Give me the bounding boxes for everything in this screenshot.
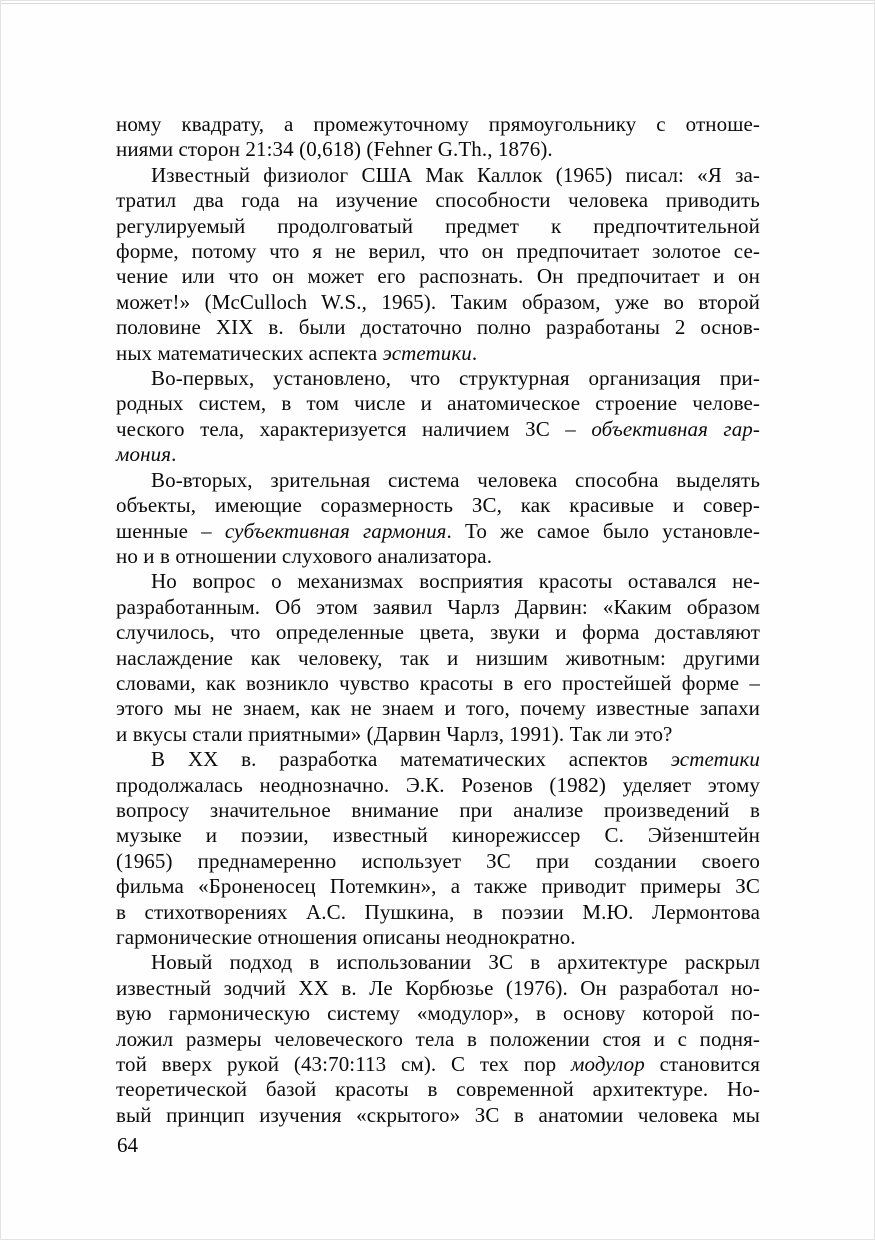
text-line	[116, 341, 760, 366]
text-line	[116, 773, 760, 798]
text-line	[116, 696, 760, 721]
text-segment: становится	[644, 1052, 761, 1077]
text-segment: В ХХ в. разработка математических аспектов	[151, 747, 671, 772]
text-segment: теоретической базой красоты в современной архитектуре. Но-	[116, 1077, 760, 1102]
text-segment: словами, как возникло чувство красоты в его простейшей форме –	[116, 670, 760, 695]
text-line	[116, 468, 760, 493]
text-line	[116, 900, 760, 925]
text-segment: Во-первых, установлено, что структурная организация при-	[151, 366, 760, 391]
page-number: 64	[117, 1133, 138, 1157]
text-line	[116, 442, 760, 467]
text-segment: этого мы не знаем, как не знаем и того, почему известные запахи	[116, 696, 760, 721]
text-segment: Известный физиолог США Мак Каллок (1965) писал: «Я за-	[151, 162, 760, 187]
text-line	[116, 722, 760, 747]
text-segment: объекты, имеющие соразмерность ЗС, как красивые и совер-	[116, 493, 760, 518]
text-segment: может!» (McCulloch W.S., 1965). Таким образом, уже во второй	[116, 289, 760, 314]
paragraph	[116, 569, 760, 747]
paragraph	[116, 747, 760, 950]
text-segment: .	[171, 442, 177, 467]
text-segment: тратил два года на изучение способности человека приводить	[116, 188, 760, 213]
italic-text-segment: эстетики	[670, 747, 760, 772]
paragraph	[116, 366, 760, 468]
italic-text-segment: мония	[116, 442, 172, 467]
text-segment: и вкусы стали приятными» (Дарвин Чарлз, 1991). Так ли это?	[116, 721, 673, 746]
text-segment: чение или что он может его распознать. Он предпочитает и он	[116, 264, 760, 289]
text-segment: Новый подход в использовании ЗС в архитектуре раскрыл	[151, 950, 760, 975]
text-segment: шенные –	[116, 518, 225, 543]
text-segment: вую гармоническую систему «модулор», в основу которой по-	[116, 1001, 760, 1026]
text-line	[116, 290, 760, 315]
text-segment: разработанным. Об этом заявил Чарлз Дарвин: «Каким образом	[116, 594, 760, 619]
text-line	[116, 163, 760, 188]
text-line	[116, 823, 760, 848]
text-segment: вопросу значительное внимание при анализе произведений в	[116, 797, 760, 822]
text-segment: но и в отношении слухового анализатора.	[116, 543, 493, 568]
text-line	[116, 595, 760, 620]
text-line	[116, 747, 760, 772]
text-line	[116, 112, 760, 137]
italic-text-segment: субъективная гармония	[224, 518, 447, 543]
scan-edge-artifact	[1, 3, 874, 4]
text-segment: известный зодчий XX в. Ле Корбюзье (1976). Он разработал но-	[116, 975, 760, 1000]
text-line	[116, 391, 760, 416]
text-segment: наслаждение как человеку, так и низшим животным: другими	[116, 645, 760, 670]
text-segment: Но вопрос о механизмах восприятия красоты оставался не-	[151, 569, 760, 594]
text-line	[116, 976, 760, 1001]
text-segment: ложил размеры человеческого тела в положении стоя и с подня-	[116, 1026, 760, 1051]
text-segment: фильма «Броненосец Потемкин», а также приводит примеры ЗС	[116, 874, 760, 899]
text-line	[116, 620, 760, 645]
text-line	[116, 188, 760, 213]
italic-text-segment: модулор	[571, 1052, 645, 1077]
text-line	[116, 798, 760, 823]
text-line	[116, 950, 760, 975]
paragraph	[116, 112, 760, 163]
paragraph	[116, 950, 760, 1128]
text-segment: ному квадрату, а промежуточному прямоугольнику с отноше-	[116, 112, 760, 136]
text-line	[116, 544, 760, 569]
text-segment: случилось, что определенные цвета, звуки и форма доставляют	[116, 620, 760, 645]
text-line	[116, 1027, 760, 1052]
text-line	[116, 569, 760, 594]
text-line	[116, 519, 760, 544]
text-segment: (1965) преднамеренно использует ЗС при создании своего	[116, 848, 760, 873]
text-line	[116, 366, 760, 391]
text-segment: форме, потому что я не верил, что он предпочитает золотое се-	[116, 239, 760, 264]
italic-text-segment: объективная гар-	[591, 416, 761, 441]
text-line	[116, 671, 760, 696]
italic-text-segment: эстетики	[382, 340, 472, 365]
text-line	[116, 315, 760, 340]
text-segment: ческого тела, характеризуется наличием ЗС –	[116, 416, 592, 441]
text-segment: в стихотворениях А.С. Пушкина, в поэзии М.Ю. Лермонтова	[116, 899, 760, 924]
text-line	[116, 1077, 760, 1102]
text-segment: ниями сторон 21:34 (0,618) (Fehner G.Th., 1876).	[116, 137, 553, 162]
text-line	[116, 239, 760, 264]
text-segment: Во-вторых, зрительная система человека способна выделять	[151, 467, 760, 492]
text-line	[116, 925, 760, 950]
text-segment: .	[471, 340, 478, 365]
text-segment: вый принцип изучения «скрытого» ЗС в анатомии человека мы	[116, 1102, 760, 1127]
text-segment: той вверх рукой (43:70:113 см). С тех пор	[116, 1052, 572, 1077]
text-line	[116, 849, 760, 874]
text-segment: продолжалась неоднозначно. Э.К. Розенов (1982) уделяет этому	[116, 772, 760, 797]
paragraph	[116, 163, 760, 366]
text-segment: музыке и поэзии, известный кинорежиссер С. Эйзенштейн	[116, 823, 760, 848]
text-segment: регулируемый продолговатый предмет к предпочтительной	[116, 213, 760, 238]
text-line	[116, 1103, 760, 1128]
text-line	[116, 493, 760, 518]
text-line	[116, 1052, 760, 1077]
text-line	[116, 214, 760, 239]
text-block	[116, 112, 760, 1128]
text-segment: . То же самое было установле-	[446, 518, 760, 543]
text-line	[116, 1001, 760, 1026]
text-line	[116, 264, 760, 289]
text-segment: половине XIX в. были достаточно полно разработаны 2 основ-	[116, 315, 760, 340]
text-segment: гармонические отношения описаны неоднократно.	[116, 925, 576, 949]
text-line	[116, 417, 760, 442]
text-line	[116, 137, 760, 162]
text-segment: ных математических аспекта	[116, 340, 383, 365]
text-segment: родных систем, в том числе и анатомическое строение челове-	[116, 391, 760, 416]
text-line	[116, 874, 760, 899]
text-line	[116, 646, 760, 671]
paragraph	[116, 468, 760, 570]
